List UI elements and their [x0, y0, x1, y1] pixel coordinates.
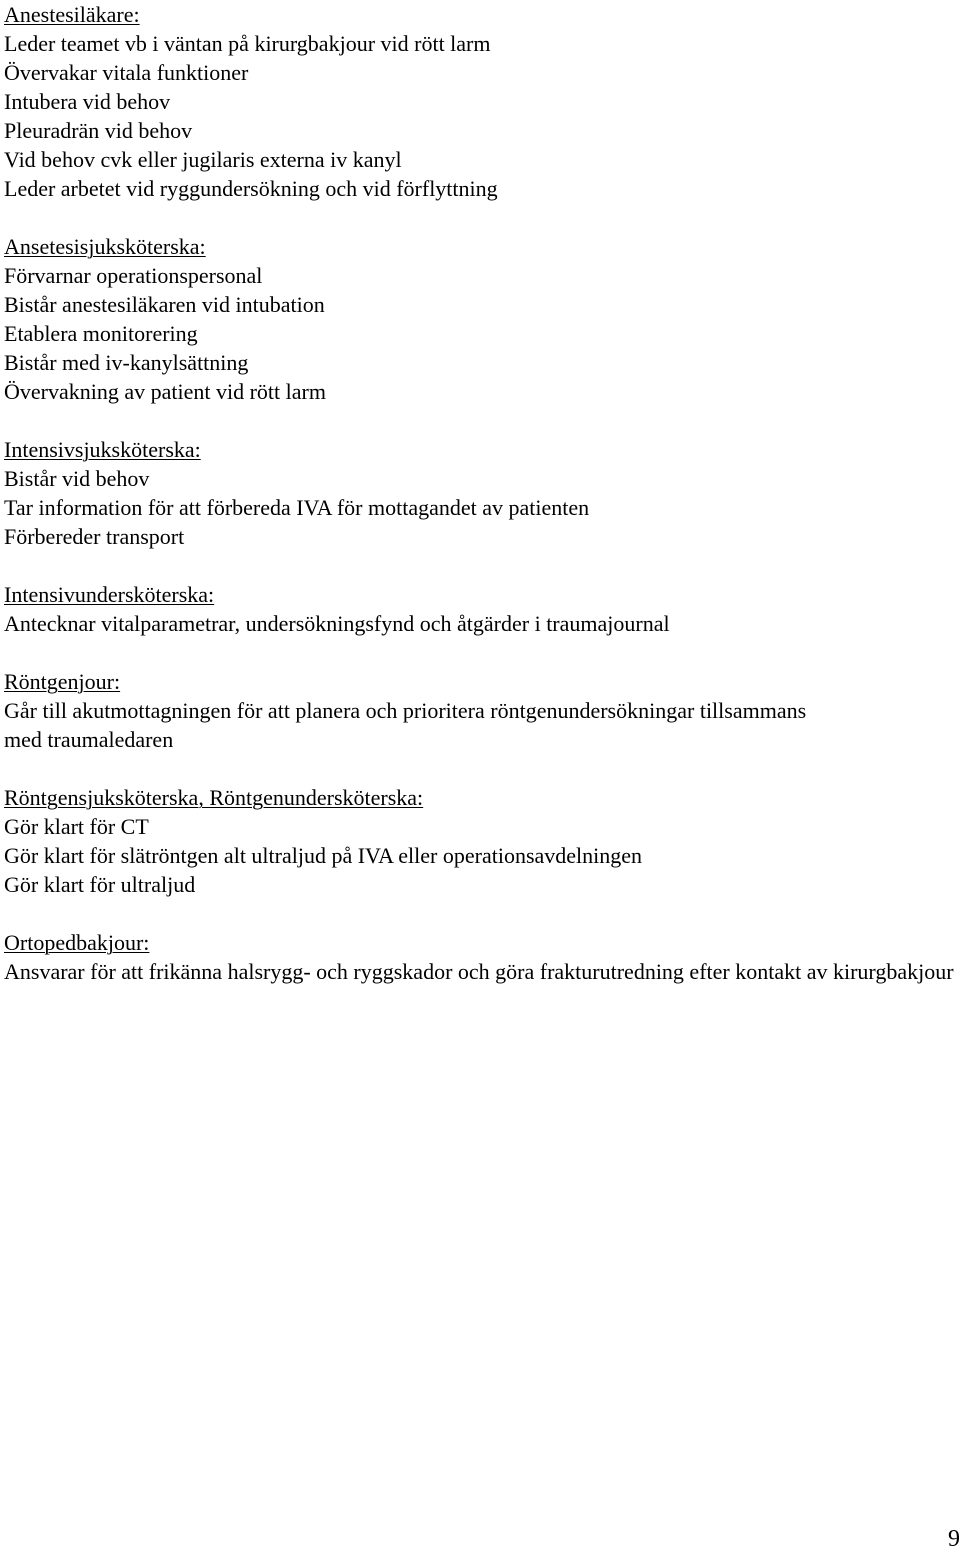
task-line: Gör klart för CT	[4, 814, 149, 839]
task-line: Gör klart för slätröntgen alt ultraljud på IVA eller operationsavdelningen	[4, 843, 643, 868]
section-anestesisjukskoterska	[4, 232, 956, 406]
section-heading: Ortopedbakjour:	[4, 930, 150, 955]
section-heading: Intensivsjuksköterska:	[4, 437, 201, 462]
task-line: Går till akutmottagningen för att planera och prioritera röntgenundersökningar tillsammans med traumaledaren	[4, 698, 807, 752]
section-intensivsjukskoterska	[4, 435, 956, 551]
task-line: Övervakning av patient vid rött larm	[4, 379, 326, 404]
task-line: Bistår vid behov	[4, 466, 150, 491]
task-line: Tar information för att förbereda IVA för mottagandet av patienten	[4, 495, 590, 520]
task-line: Gör klart för ultraljud	[4, 872, 196, 897]
section-rontgensjukskoterska	[4, 783, 956, 899]
section-heading: Röntgensjuksköterska, Röntgenundersköterska:	[4, 785, 424, 810]
task-line: Intubera vid behov	[4, 89, 171, 114]
section-intensivunderskoterska	[4, 580, 956, 638]
task-line: Övervakar vitala funktioner	[4, 60, 249, 85]
task-line: Förbereder transport	[4, 524, 185, 549]
section-heading: Intensivundersköterska:	[4, 582, 215, 607]
task-line: Bistår med iv-kanylsättning	[4, 350, 249, 375]
section-ortopedbakjour	[4, 928, 956, 986]
task-line: Pleuradrän vid behov	[4, 118, 193, 143]
task-line: Förvarnar operationspersonal	[4, 263, 263, 288]
task-line: Bistår anestesiläkaren vid intubation	[4, 292, 325, 317]
section-heading: Ansetesisjuksköterska:	[4, 234, 206, 259]
task-line: Etablera monitorering	[4, 321, 198, 346]
task-line: Vid behov cvk eller jugilaris externa iv kanyl	[4, 147, 402, 172]
section-anestesilakare	[4, 0, 956, 203]
section-heading: Röntgenjour:	[4, 669, 121, 694]
document-body	[4, 0, 956, 1015]
task-line: Antecknar vitalparametrar, undersökningsfynd och åtgärder i traumajournal	[4, 611, 670, 636]
task-line: Ansvarar för att frikänna halsrygg- och ryggskador och göra frakturutredning efter kontakt av kirurgbakjour	[4, 959, 954, 984]
page-number: 9	[948, 1526, 960, 1552]
section-heading: Anestesiläkare:	[4, 2, 140, 27]
section-rontgenjour	[4, 667, 956, 754]
task-line: Leder teamet vb i väntan på kirurgbakjour vid rött larm	[4, 31, 491, 56]
task-line: Leder arbetet vid ryggundersökning och vid förflyttning	[4, 176, 498, 201]
